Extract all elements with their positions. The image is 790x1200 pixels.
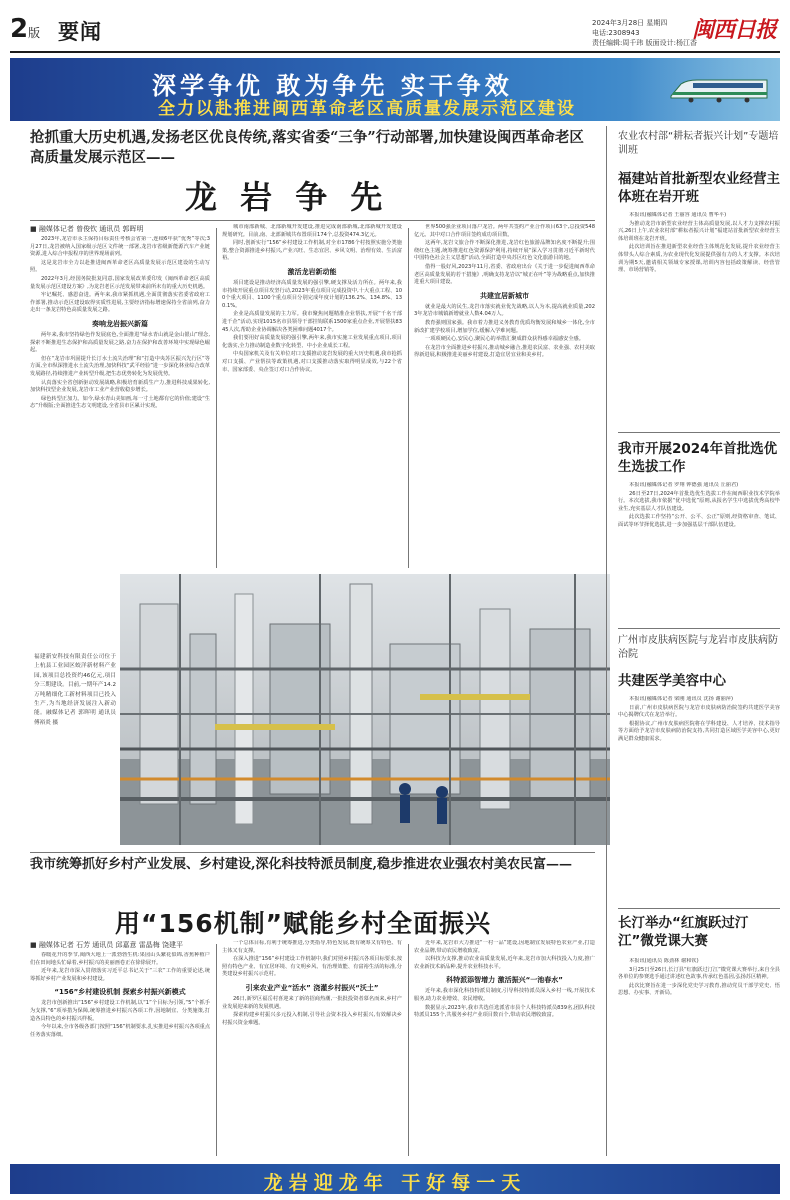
story-divider bbox=[618, 432, 780, 433]
editor-line: 责任编辑:周千玮 版面设计:杨江香 bbox=[592, 39, 697, 47]
section-divider bbox=[30, 852, 595, 853]
paragraph: 在深入推进“156”乡村建设工作机制中,我们对照乡村振兴各项目标要求,按照有特色产业、有宜居环境、有文明乡风、有治理效能、有富裕生活的标准,分类建设乡村振兴示范村。 bbox=[222, 956, 402, 978]
byline: 本报讯(融媒体记者 罗翔 钟德强 通讯员 丘丽君) bbox=[629, 482, 739, 488]
story3-headline: 共建医学美容中心 bbox=[618, 673, 726, 689]
masthead bbox=[0, 0, 790, 54]
paragraph: 26日至27日,2024年首批选优生选拔工作在闽西职业技术学院举行。本次选拔,我市依据“优中选优”原则,从报名学生中选拔优秀高校毕业生,充实基层人才队伍建设。 bbox=[618, 490, 780, 512]
second-headline: 用“156机制”赋能乡村全面振兴 bbox=[115, 909, 492, 938]
story-divider bbox=[618, 628, 780, 629]
paragraph: 城市南部新城、北部新城开发建设,推进完成南部新城,北部新城开发建设规划研究。目前,南、北部新城共布置项目174个,总投资474.3亿元。 bbox=[222, 224, 402, 238]
paragraph: 借得一股好风,2023年11月,省委、省政府出台《关于进一步促进闽西革命老区高质量发展的若干措施》,明确支持龙岩以“城正在叶”等为战略重点,加快推进重大项目建设。 bbox=[414, 263, 595, 286]
paragraph: 中央国家机关及有关单位对口支援推动龙岩发展的重大历史机遇,我市抢抓对口支援、产业帮扶等政策机遇,对口支援推动落实取得明显成效,与22个省市、国家部委、央企签订对口合作协议。 bbox=[222, 351, 402, 373]
paragraph: 2022年3月,经国务院批复同意,国家发展改革委印发《闽西革命老区高质量发展示范区建设方案》,为龙岩老区示范发展带来前所未有的重大历史机遇。 bbox=[30, 275, 210, 290]
subheading: 科特派添智增力 激活振兴“一池春水” bbox=[446, 976, 563, 985]
paragraph: 日前,广州市皮肤病医院与龙岩市皮肤病防治院签约共建医学美容中心揭牌仪式在龙岩举行。 bbox=[618, 704, 780, 719]
story-divider bbox=[618, 908, 780, 909]
paragraph: 我们要用好高质量发展的强引擎,两年来,我市实施工业发展重点项目,项目化落实,全力推动制造业数字化转型、中小企业成长工程。 bbox=[222, 335, 402, 349]
paragraph: 2023年,龙岩市永主保持目标责任考核会省第一,连续6年获“优秀”等次;3月27日,龙岩被纳入国家级示范区文件统一部署,龙岩市省级新能源汽车产业链资源,进入综合申报程序的世界现场前列。 bbox=[30, 236, 210, 258]
footer-slogan-bar bbox=[10, 1164, 780, 1194]
paragraph: 一个总体目标,有利于统筹推进,分类指导,特色发展,既有统筹又有特色、有主体又有支撑。 bbox=[222, 940, 402, 954]
paragraph: 此次比赛旨在进一步深化党史学习教育,推动党员干部学党史、悟思想、办实事、开新局。 bbox=[618, 982, 780, 997]
byline: 本报讯(融媒体记者 梁刚 通讯员 沈扬 谢丽萍) bbox=[629, 696, 734, 702]
paragraph: 为推动龙岩市新型农业经营主体高质量发展,以人才力支撑农村振兴,26日上午,农业农村部“耕耘者振兴计划”福建站首批新型农业经营主体培训班在龙岩开班。 bbox=[618, 220, 780, 242]
column-divider bbox=[216, 228, 217, 568]
paragraph: 这两年,龙岩文旅合作不断深化推进,龙岩红色旅游品牌知名度不断提升;围绕红色主题,统筹推进红色资源保护利用,持续开展“深入学习贯彻习近平新时代中国特色社会主义思想”活动,全面打造中央苏区红色文化旅游目的地。 bbox=[414, 240, 595, 262]
second-intro: 我市统筹抓好乡村产业发展、乡村建设,深化科技特派员制度,稳步推进农业强农村美农民富—— bbox=[30, 857, 573, 872]
story2-headline: 我市开展2024年首批选优生选拔工作 bbox=[618, 441, 778, 475]
phone-line: 电话:2308943 bbox=[592, 29, 640, 37]
paragraph: 企业是高质量发展的主力军。我市聚焦问题精准企业帮扶,开展“千名干部进千企”活动,实现1015名市县领导干部挂钩联系1500家重点企业,开展帮扶8345人次,帮助企业协调解决各类困难问题4017个。 bbox=[222, 311, 402, 333]
newspaper-logo: 闽西日报 bbox=[692, 17, 777, 43]
lead-top-rule bbox=[30, 220, 595, 221]
date-line: 2024年3月28日 星期四 bbox=[592, 19, 668, 27]
masthead-info bbox=[592, 18, 697, 48]
paragraph: 数据显示,2023年,我市共选任选派省市县个人科技特派员839名,团队科技特派员155个,共服务乡村产业项目数百个,带动农民增收致富。 bbox=[414, 1004, 595, 1019]
lead-byline: ■ 融媒体记者 曾俊钦 通讯员 郭晖明 bbox=[30, 225, 144, 233]
subheading: 激活龙岩新动能 bbox=[287, 267, 337, 276]
subheading: “156”乡村建设机制 探索乡村振兴新模式 bbox=[54, 988, 186, 997]
section-name: 要闻 bbox=[58, 20, 102, 44]
footer-slogan: 龙岩迎龙年 干好每一天 bbox=[263, 1172, 527, 1194]
story4-headline: 长汀举办“红旗跃过汀江”微党课大赛 bbox=[618, 915, 749, 949]
story4-body bbox=[618, 958, 780, 1156]
paragraph: 春暖花开的季节,闽西大地上一派勃勃生机:果园山头繁花似锦,香蕉种植户们在田间地头忙碌着,乡村振兴的美丽画卷正在徐徐展开。 bbox=[30, 952, 210, 966]
paragraph: 一项项硬民心,安民心,聚民心的举措汇聚成群众获得感幸福感安全感。 bbox=[425, 336, 584, 343]
factory-photo bbox=[120, 574, 610, 845]
paragraph: 绿色转型正加力。如今,绿水青山美如画,每一寸土地都有它的价值;建设“生态”升级版;全面推进生态文明建设,全省县市区累计实现。 bbox=[30, 395, 210, 410]
banner-title: 深学争优 敢为争先 实干争效 bbox=[152, 72, 513, 100]
paragraph: 3月25日至26日,长汀县“红旗跃过汀江”微党课大赛举行,来自全县各单位的参赛选手通过讲述红色故事,传承红色基因,弘扬苏区精神。 bbox=[618, 966, 780, 981]
paragraph: 近年来,我市深化科技特派员制度,引导科技特派员深入乡村一线,开展技术服务,助力农业增效、农民增收。 bbox=[414, 988, 595, 1002]
subheading: 共建宜居新城市 bbox=[480, 291, 529, 300]
second-byline: ■ 融媒体记者 石芳 通讯员 邱嘉意 雷晶梅 饶建平 bbox=[30, 941, 183, 949]
subheading: 引来农业产业“活水” 浇灌乡村振兴“沃土” bbox=[245, 983, 379, 992]
story1-kicker: 农业农村部“耕耘者振兴计划”专题培训班 bbox=[618, 131, 779, 156]
column-divider bbox=[408, 944, 409, 1156]
paragraph: 项目建设是推动经济高质量发展的强引擎,硬支撑及活力所在。两年来,我市持续开展重点项目攻坚行动,2023年重点项目完成投资中,十大重点工程、100个重大项目、1100个重点项目分别完成年度计划的136.2%、134.8%、130.1%。 bbox=[222, 279, 402, 309]
paragraph: 此次选拔工作坚持“公开、公平、公正”原则,经资格审查、笔试、面试等环节择优选拔,进一步加强基层干部队伍建设。 bbox=[618, 514, 780, 528]
banner-subtitle: 全力以赴推进闽西革命老区高质量发展示范区建设 bbox=[158, 99, 576, 119]
industrial-plant-image bbox=[120, 574, 610, 845]
byline: 本报讯(融媒体记者 王丽容 通讯员 曹华平) bbox=[629, 212, 727, 218]
paragraph: 26日,新罗区福岳村喜迎来了新的招商热潮,一批批投资者慕名而来,乡村产业发展迎来新的发展机遇。 bbox=[222, 995, 402, 1010]
story1-body bbox=[618, 212, 780, 424]
column-divider bbox=[408, 228, 409, 568]
column-divider bbox=[216, 944, 217, 1156]
lead-column-1 bbox=[30, 236, 210, 570]
second-column-3 bbox=[414, 940, 595, 1157]
page-number: 2版 bbox=[10, 14, 41, 44]
byline: 本报讯(通讯员 陈劲林 谢和钦) bbox=[629, 958, 699, 964]
lead-intro: 抢抓重大历史机遇,发扬老区优良传统,落实省委“三争”行动部署,加快建设闽西革命老区高质量发展示范区—— bbox=[30, 129, 584, 166]
paragraph: 两年来,我市坚持绿色作发展底色,全面推进“绿水青山就是金山银山”理念,探索不断推进生态保护和高质量发展之路,奋力在保护和改善环境中实现绿色崛起。 bbox=[30, 331, 210, 354]
second-column-1 bbox=[30, 952, 210, 1157]
masthead-rule bbox=[10, 51, 780, 53]
story2-body bbox=[618, 482, 780, 620]
story1-headline: 福建站首批新型农业经营主体班在岩开班 bbox=[618, 171, 780, 205]
paragraph: 世界500强企业项目落户龙岩。两年共签约产业合作项目63个,总投资548亿元。其中对口合作项目签约成功项目数。 bbox=[414, 224, 595, 238]
right-column-divider bbox=[606, 126, 607, 1156]
lead-headline: 龙 岩 争 先 bbox=[185, 178, 389, 216]
campaign-banner bbox=[10, 58, 780, 121]
paragraph: 近年来,龙岩市深入贯彻落实习近平总书记关于“三农”工作的重要论述,统筹抓好乡村产业发展和乡村建设。 bbox=[30, 968, 210, 982]
paragraph: 根据协议,广州市皮肤病医院将在学科建设、人才培养、技术指导等方面给予龙岩市皮肤病防治院支持,共同打造区域医学美容中心,更好满足群众健康需求。 bbox=[618, 720, 780, 742]
paragraph: 在龙岩市全面推进乡村振兴,推动城乡融合,推进农民富、农业强、农村美取得新进展,积极推进美丽乡村建设,打造宜居宜业和美乡村。 bbox=[414, 344, 595, 359]
paragraph: 这是龙岩市全力以赴推进闽西革命老区高质量发展示范区建设的生动写照。 bbox=[30, 259, 210, 274]
lead-column-3 bbox=[414, 224, 595, 570]
paragraph: 牢记嘱托、感恩奋进。两年来,我市紧抓机遇,全面贯彻落实省委省政府工作部署,推动示范区建设取得实质性进展,主要经济指标增速保持全省前列,奋力走出一条龙岩特色高质量发展之路。 bbox=[30, 292, 210, 314]
train-icon bbox=[667, 74, 772, 104]
paragraph: 就业是最大的民生,龙岩市落实就业优先战略,以人为本,提高就业质量,2023年龙岩市城镇新增就业人数4.04万人。 bbox=[414, 303, 595, 318]
paragraph: 龙岩市创新推出“156”乡村建设工作机制,以“1”个目标为引领,“5”个抓手为支撑,“6”项举措为保障,统筹推进乡村振兴各项工作,因地制宜、分类施策,打造各具特色的乡村振兴样板。 bbox=[30, 1000, 210, 1022]
paragraph: 近年来,龙岩市大力推进“一村一品”建设,因地制宜发展特色农业产业,打造农业品牌,带动农民增收致富。 bbox=[414, 940, 595, 954]
paragraph: 探索构建乡村振兴多元投入机制,引导社会资本投入乡村振兴,有效解决乡村振兴资金难题。 bbox=[222, 1012, 402, 1026]
paragraph: 今年以来,全市各级各部门按照“156”机制要求,扎实推进乡村振兴各项重点任务落实落细。 bbox=[30, 1024, 210, 1038]
photo-caption: 福建新安科技有限责任公司位于上杭县工业园区蛟洋新材料产业园,该项目总投资约46亿元,项目分三期建设。目前,一期年产14.2万吨精细化工新材料项目已投入生产,为当地经济发展注入新动能。融媒体记者 郭晖明 通讯员 傅裕炎 摄 bbox=[34, 654, 116, 726]
paragraph: 认真落实全省创新驱动发展战略,积极培育新质生产力,推进科技成果转化,加快科技型企业发展,龙岩市工业产业营收稳步增长。 bbox=[30, 379, 210, 394]
story3-kicker: 广州市皮肤病医院与龙岩市皮肤病防治院 bbox=[618, 635, 778, 660]
subheading: 奏响龙岩振兴新篇 bbox=[92, 319, 148, 328]
story3-body bbox=[618, 696, 780, 902]
paragraph: 但在“龙岩市巩固提升长汀水土流失治理”和“打造中央苏区振兴先行区”等方面,全市纵深推进水土流失治理,加快科技“武平经验”进一步深化林业综合改革发展路径,持续推进产业转型升级,把生态优势转化为发展优势。 bbox=[30, 355, 210, 377]
paragraph: 此次培训旨在推进新型农业经营主体规范化发展,提升农业经营主体带头人综合素质,为农业现代化发展提供强有力的人才支撑。本次培训为期5天,邀请相关领域专家授课,培训内容包括政策解读、经营管理、市场营销等。 bbox=[618, 244, 780, 274]
paragraph: 以科技为支撑,推动农业高质量发展,近年来,龙岩市加大科技投入力度,推广农业新技术新品种,提升农业科技水平。 bbox=[414, 956, 595, 970]
paragraph: 同时,创新实行“156”乡村建设工作机制,对全市1786个村按照实施分类施策,整合资源推进乡村振兴,产业兴旺、生态宜居、乡风文明、治理有效、生活富裕。 bbox=[222, 240, 402, 262]
second-column-2 bbox=[222, 940, 402, 1157]
paragraph: 教育强则国家强。我市着力推进义务教育优质均衡发展和城乡一体化,全市新改扩建学校项目,增加学位,缓解入学难问题。 bbox=[414, 319, 595, 334]
lead-column-2 bbox=[222, 224, 402, 570]
